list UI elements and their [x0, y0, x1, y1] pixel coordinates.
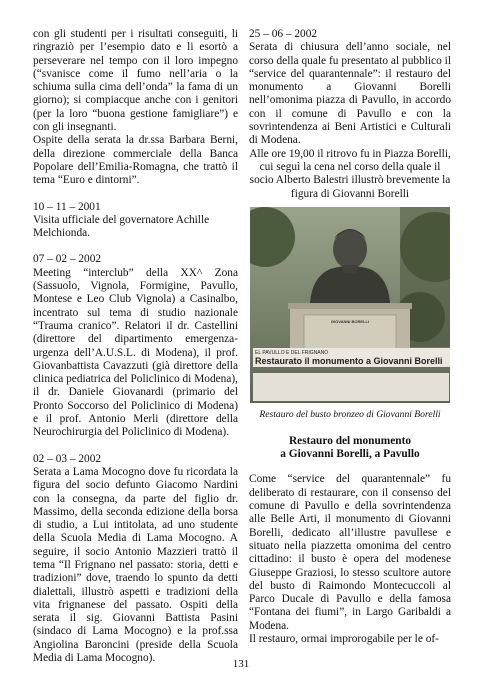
date-entry: 25 – 06 – 2002: [249, 28, 318, 40]
paragraph-guest-berni: Ospite della serata la dr.ssa Barbara Berni, della direzione commerciale della Banca Popolare dell’Emilia-Romagna, che trattò il tema “Euro e dintorni”.: [33, 134, 238, 187]
entry-text: Visita ufficiale del governatore Achille Melchionda.: [33, 213, 210, 240]
clipping-kicker: EL PAVULLO E DEL FRIGNANO: [255, 349, 329, 356]
monument-photo: [250, 207, 450, 403]
paragraph-students: con gli studenti per i risultati conseguiti, li ringraziò per l’esempio dato e li esortò a perseverare nel tempo con il loro impegno (“svanisce come il fumo nell’aria o la schiuma sulla cima dell’onda” la fama di un giorno); si compiacque anche con i genitori (per la loro “buona gestione famigliare”) e con gli insegnanti.: [33, 28, 238, 134]
entry-text: Il restauro, ormai improrogabile per le of-: [249, 633, 439, 646]
section-heading: [249, 435, 451, 462]
right-column: [249, 28, 451, 646]
newspaper-clipping-body: [253, 373, 449, 401]
heading-line-2: a Giovanni Borelli, a Pavullo: [280, 448, 420, 461]
left-column: [33, 28, 238, 665]
date-entry: 10 – 11 – 2001: [33, 200, 101, 213]
plaque-inscription: GIOVANNI BORELLI: [330, 318, 370, 324]
clipping-headline: Restaurato il monumento a Giovanni Borelli: [255, 355, 443, 366]
heading-line-1: Restauro del monumento: [288, 434, 412, 447]
page-number: 131: [232, 658, 250, 670]
entry-text-centered: Alle ore 19,00 il ritrovo fu in Piazza Borelli, cui seguì la cena nel corso della quale il socio Alberto Balestri illustrò brevemente la figura di Giovanni Borelli: [249, 147, 451, 200]
entry-text: Meeting “interclub” della XX^ Zona (Sassuolo, Vignola, Formigine, Pavullo, Montese e Leo Club Vignola) a Casinalbo, incentrato sul tema di studio nazionale “Trauma cranico”. Relatori il dr. Castellini (direttore del dipartimento emergenza-urgenza dell’A.U.S.L. di Modena), il prof. Giovanbattista Cavazzuti (già direttore della clinica pediatrica del Policlinico di Modena), il dr. Daniele Giovanardi (primario del Pronto Soccorso del Policlinico di Modena) e il prof. Antonio Merli (direttore della Neurochirurgia del Policlinico di Modena).: [33, 266, 238, 439]
photo-caption: Restauro del busto bronzeo di Giovanni Borelli: [259, 408, 441, 420]
entry-text: Serata a Lama Mocogno dove fu ricordata la figura del socio defunto Giacomo Nardini con la consegna, da parte del figlio dr. Massimo, della seconda edizione della borsa di studio, a Lui intitolata, ad uno studente della Scuola Media di Lama Mocogno. A seguire, il socio Antonio Mazzieri trattò il tema “Il Frignano nel passato: storia, detti e tradizioni” dove, traendo lo spunto da detti dialettali, illustrò aspetti e tradizioni della vita frignanese del passato. Ospiti della serata il sig. Giovanni Battista Pasini (sindaco di Lama Mocogno) e la prof.ssa Angiolina Baroncini (preside della Scuola Media di Lama Mocogno).: [33, 465, 238, 665]
newspaper-clipping-header: [253, 348, 450, 367]
entry-text: Come “service del quarantennale” fu deliberato di restaurare, con il consenso del comune di Pavullo e della sovrintendenza alle Belle Arti, il monumento di Giovanni Borelli, dedicato all’illustre pavullese e situato nella piazzetta omonima del centro cittadino: il busto è opera del modenese Giuseppe Graziosi, lo stesso scultore autore del busto di Raimondo Montecuccoli al Parco Ducale di Pavullo e della famosa “Fontana dei fiumi”, in Largo Garibaldi a Modena.: [249, 473, 451, 632]
entry-text: Serata di chiusura dell’anno sociale, nel corso della quale fu presentato al pubblico il “service del quarantennale”: il restauro del monumento a Giovanni Borelli nell’omonima piazza di Pavullo, in accordo con il comune di Pavullo e con la sovrintendenza ai Beni Artistici e Culturali di Modena.: [249, 41, 451, 147]
date-entry: 07 – 02 – 2002: [33, 253, 102, 266]
date-entry: 02 – 03 – 2002: [33, 452, 102, 465]
